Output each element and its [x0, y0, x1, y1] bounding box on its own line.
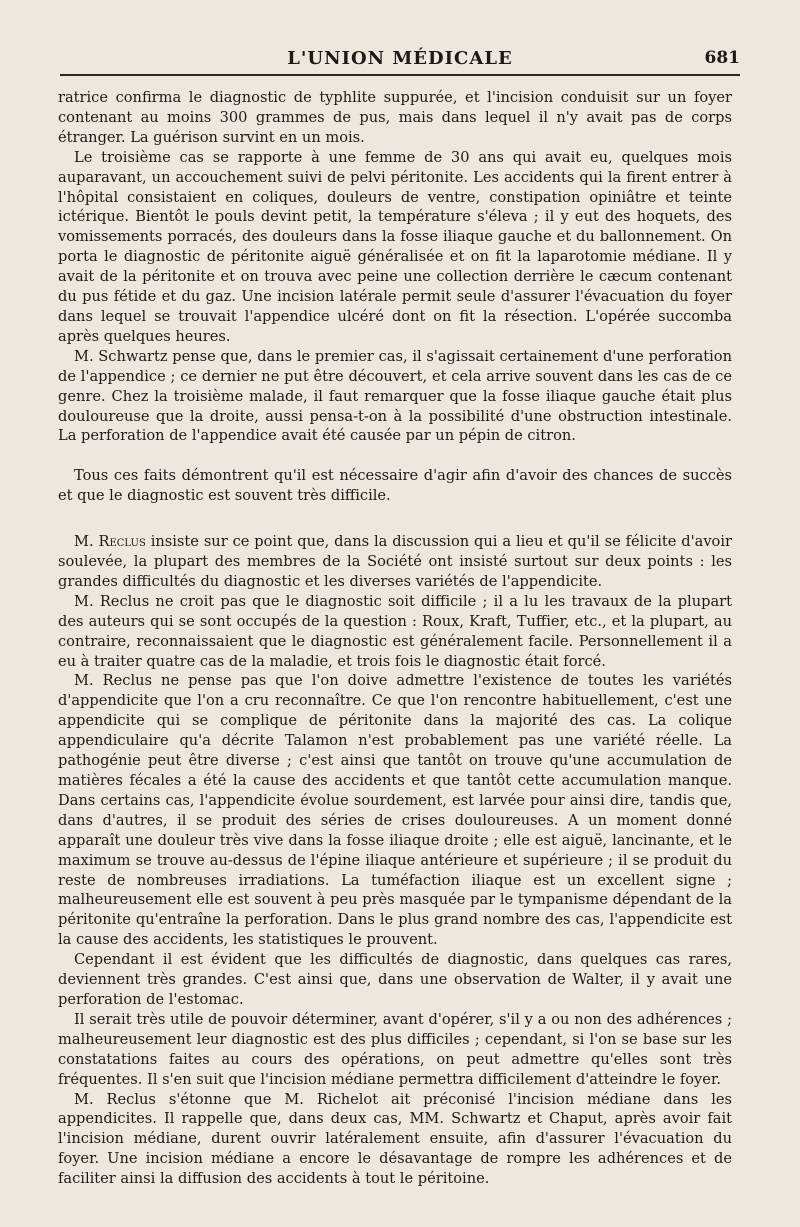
- paragraph-6: M. Reclus ne croit pas que le diagnostic soit difficile ; il a lu les travaux de la plupart des auteurs qui se sont occupés de la question : Roux, Kraft, Tuffier, etc., et la plupart, au contraire, reconnaissaient que le diagnostic est généralement facile. Personnellement il a eu à traiter quatre cas de la maladie, et trois fois le diagnostic était forcé.: [58, 592, 732, 670]
- paragraph-5-text: insiste sur ce point que, dans la discussion qui a lieu et qu'il se félicite d'avoir soulevée, la plupart des membres de la Société ont insisté surtout sur deux points : les grandes difficultés du diagnostic et les diverses variétés de l'appendicite.: [58, 533, 732, 590]
- page-number: 681: [704, 48, 740, 68]
- paragraph-9: Il serait très utile de pouvoir déterminer, avant d'opérer, s'il y a ou non des adhérences ; malheureusement leur diagnostic est des plus difficiles ; cependant, si l'on se base sur les constatations faites au cours des opérations, on peut admettre qu'elles sont très fréquentes. Il s'en suit que l'incision médiane permettra difficilement d'atteindre le foyer.: [58, 1010, 732, 1088]
- paragraph-2: Le troisième cas se rapporte à une femme de 30 ans qui avait eu, quelques mois auparavant, un accouchement suivi de pelvi péritonite. Les accidents qui la firent entrer à l'hôpital consistaient en coliques, douleurs de ventre, constipation opiniâtre et teinte ictérique. Bientôt le pouls devint petit, la température s'éleva ; il y eut des hoquets, des vomissements porracés, des douleurs dans la fosse iliaque gauche et du ballonnement. On porta le diagnostic de péritonite aiguë généralisée et on fit la laparotomie médiane. Il y avait de la péritonite et on trouva avec peine une collection derrière le cæcum contenant du pus fétide et du gaz. Une incision latérale permit seule d'assurer l'évacuation du foyer dans lequel se trouvait l'appendice ulcéré dont on fit la résection. L'opérée succomba après quelques heures.: [58, 148, 732, 345]
- paragraph-5: [58, 532, 732, 592]
- paragraph-3: M. Schwartz pense que, dans le premier cas, il s'agissait certainement d'une perforation de l'appendice ; ce dernier ne put être découvert, et cela arrive souvent dans les cas de ce genre. Chez la troisième malade, il faut remarquer que la fosse iliaque gauche était plus douloureuse que la droite, aussi pensa-t-on à la possibilité d'une obstruction intestinale. La perforation de l'appendice avait été causée par un pépin de citron.: [58, 347, 732, 445]
- speaker-name: M. Reclus: [74, 533, 146, 551]
- paragraph-7: M. Reclus ne pense pas que l'on doive admettre l'existence de toutes les variétés d'appendicite que l'on a cru reconnaître. Ce que l'on rencontre habituellement, c'est une appendicite qui se complique de péritonite dans la majorité des cas. La colique appendiculaire qu'a décrite Talamon n'est probablement pas une variété réelle. La pathogénie peut être diverse ; c'est ainsi que tantôt on trouve qu'une accumulation de matières fécales a été la cause des accidents et que tantôt cette accumulation manque. Dans certains cas, l'appendicite évolue sourdement, est larvée pour ainsi dire, tandis que, dans d'autres, il se produit des séries de crises douloureuses. A un moment donné apparaît une douleur très vive dans la fosse iliaque droite ; elle est aiguë, lancinante, et le maximum se trouve au-dessus de l'épine iliaque antérieure et supérieure ; il se produit du reste de nombreuses irradiations. La tuméfaction iliaque est un excellent signe ; malheureusement elle est souvent à peu près masquée par le tympanisme dépendant de la péritonite qu'entraîne la perforation. Dans le plus grand nombre des cas, l'appendicite est la cause des accidents, les statistiques le prouvent.: [58, 672, 732, 949]
- paragraph-8: Cependant il est évident que les difficultés de diagnostic, dans quelques cas rares, deviennent très grandes. C'est ainsi que, dans une observation de Walter, il y avait une perforation de l'estomac.: [58, 951, 732, 1008]
- page-header: [60, 44, 740, 76]
- running-title: L'UNION MÉDICALE: [287, 48, 513, 69]
- paragraph-10: M. Reclus s'étonne que M. Richelot ait préconisé l'incision médiane dans les appendicites. Il rappelle que, dans deux cas, MM. Schwartz et Chaput, après avoir fait l'incision médiane, durent ouvrir latéralement ensuite, afin d'assurer l'évacuation du foyer. Une incision médiane a encore le désavantage de rompre les adhérences et de faciliter ainsi la diffusion des accidents à tout le péritoine.: [58, 1090, 732, 1188]
- paragraph-1: ratrice confirma le diagnostic de typhlite suppurée, et l'incision conduisit sur un foyer contenant au moins 300 grammes de pus, mais dans lequel il n'y avait pas de corps étranger. La guérison survint en un mois.: [58, 89, 732, 146]
- article-body: [58, 88, 732, 1189]
- paragraph-4: Tous ces faits démontrent qu'il est nécessaire d'agir afin d'avoir des chances de succès et que le diagnostic est souvent très difficile.: [58, 467, 732, 505]
